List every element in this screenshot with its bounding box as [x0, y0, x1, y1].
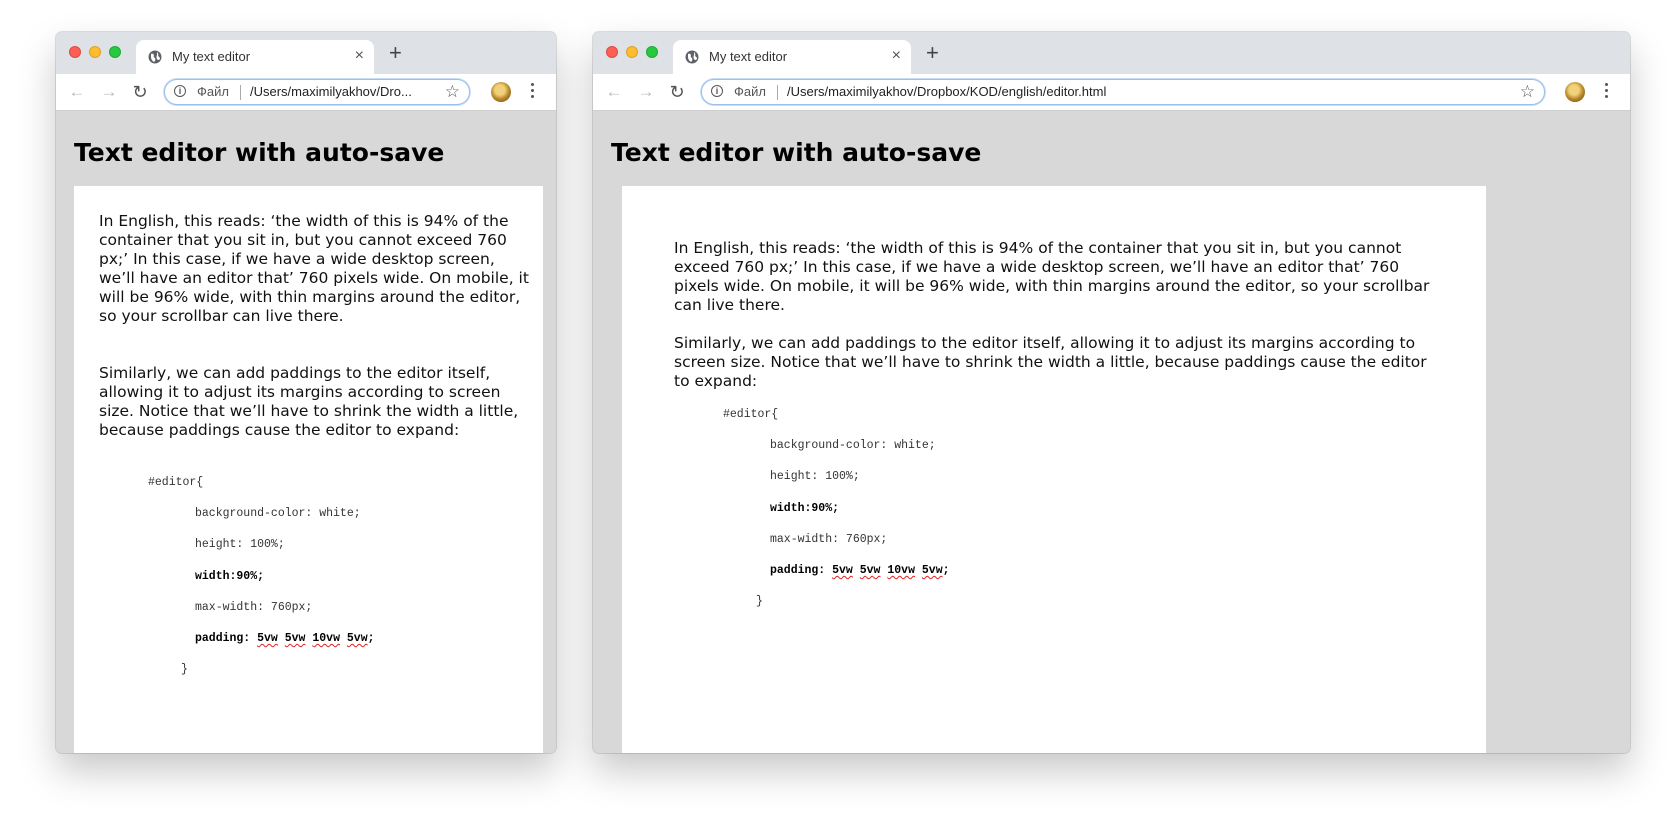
back-arrow-icon[interactable]: ← [605, 82, 623, 101]
code-background-color: background-color: white; [195, 507, 361, 520]
code-max-width: max-width: 760px; [195, 601, 313, 614]
editor[interactable] [622, 186, 1486, 753]
more-menu-icon[interactable] [1603, 83, 1609, 101]
reload-icon[interactable]: ↻ [669, 82, 685, 102]
tab-strip [56, 32, 556, 74]
code-background-color: background-color: white; [770, 439, 936, 452]
close-tab-icon[interactable]: × [354, 47, 364, 64]
page-viewport [593, 111, 1630, 753]
code-selector: #editor{ [723, 408, 779, 421]
globe-icon [685, 50, 699, 64]
code-padding-value: 5vw [921, 564, 943, 577]
page-viewport [56, 111, 556, 753]
close-tab-icon[interactable]: × [891, 47, 901, 64]
code-padding-value: 5vw [257, 632, 278, 645]
close-window-button[interactable] [69, 46, 81, 58]
code-block [723, 408, 950, 608]
code-padding-property: padding: [195, 632, 258, 645]
file-scheme-label: Файл [734, 84, 766, 99]
code-close-brace: } [756, 595, 763, 608]
address-bar[interactable] [701, 79, 1545, 105]
profile-avatar[interactable] [491, 82, 511, 102]
browser-window-wide [593, 32, 1630, 753]
url-text[interactable]: /Users/maximilyakhov/Dropbox/KOD/english/editor.html [787, 84, 1107, 99]
code-semicolon: ; [942, 564, 950, 577]
new-tab-button[interactable]: + [926, 40, 939, 65]
code-padding-value: 5vw [832, 564, 853, 577]
minimize-window-button[interactable] [626, 46, 638, 58]
browser-toolbar [593, 74, 1630, 111]
zoom-window-button[interactable] [646, 46, 658, 58]
new-tab-button[interactable]: + [389, 40, 402, 65]
code-width: width:90%; [195, 570, 265, 583]
code-height: height: 100%; [195, 538, 285, 551]
tab-strip [593, 32, 1630, 74]
info-icon[interactable]: i [711, 85, 723, 97]
address-divider [777, 85, 778, 100]
code-block [148, 476, 375, 676]
page-title: Text editor with auto-save [611, 138, 982, 167]
code-padding-value: 10vw [312, 632, 340, 645]
back-arrow-icon[interactable]: ← [68, 82, 86, 101]
tab-my-text-editor[interactable] [136, 40, 374, 74]
forward-arrow-icon[interactable]: → [100, 82, 118, 101]
code-padding-value: 5vw [284, 632, 306, 645]
code-selector: #editor{ [148, 476, 204, 489]
browser-window-narrow [56, 32, 556, 753]
address-divider [240, 85, 241, 100]
code-padding-property: padding: [770, 564, 833, 577]
bookmark-star-icon[interactable]: ☆ [1519, 82, 1535, 101]
code-padding-value: 10vw [887, 564, 915, 577]
zoom-window-button[interactable] [109, 46, 121, 58]
code-max-width: max-width: 760px; [770, 533, 888, 546]
close-window-button[interactable] [606, 46, 618, 58]
code-semicolon: ; [367, 632, 375, 645]
info-icon[interactable]: i [174, 85, 186, 97]
page-title: Text editor with auto-save [74, 138, 445, 167]
code-padding [195, 632, 375, 645]
more-menu-icon[interactable] [529, 83, 535, 101]
browser-toolbar [56, 74, 556, 111]
tab-title: My text editor [709, 49, 788, 64]
code-height: height: 100%; [770, 470, 860, 483]
address-bar[interactable] [164, 79, 470, 105]
code-close-brace: } [181, 663, 188, 676]
editor-paragraph-1: In English, this reads: ‘the width of this is 94% of the container that you sit in, but you cannot exceed 760 px;’ In this case, if we have a wide desktop screen, we’ll have an editor that’ 760 pixels wide. On mobile, it will be 96% wide, with thin margins around the editor, so your scrollbar can live there. [99, 212, 529, 325]
editor[interactable] [74, 186, 543, 753]
file-scheme-label: Файл [197, 84, 229, 99]
code-width: width:90%; [770, 502, 840, 515]
minimize-window-button[interactable] [89, 46, 101, 58]
code-padding [770, 564, 950, 577]
editor-paragraph-2: Similarly, we can add paddings to the editor itself, allowing it to adjust its margins according to screen size. Notice that we’ll have to shrink the width a little, because paddings cause the editor to expand: [674, 334, 1427, 390]
tab-my-text-editor[interactable] [673, 40, 911, 74]
editor-paragraph-1: In English, this reads: ‘the width of this is 94% of the container that you sit in, but you cannot exceed 760 px;’ In this case, if we have a wide desktop screen, we’ll have an editor that’ 760 pixels wide. On mobile, it will be 96% wide, with thin margins around the editor, so your scrollbar can live there. [674, 239, 1430, 314]
editor-paragraph-2: Similarly, we can add paddings to the editor itself, allowing it to adjust its margins according to screen size. Notice that we’ll have to shrink the width a little, because paddings cause the editor to expand: [99, 364, 519, 439]
globe-icon [148, 50, 162, 64]
bookmark-star-icon[interactable]: ☆ [444, 82, 460, 101]
code-padding-value: 5vw [859, 564, 881, 577]
tab-title: My text editor [172, 49, 251, 64]
code-padding-value: 5vw [346, 632, 368, 645]
url-text[interactable]: /Users/maximilyakhov/Dro... [250, 84, 412, 99]
reload-icon[interactable]: ↻ [132, 82, 148, 102]
profile-avatar[interactable] [1565, 82, 1585, 102]
forward-arrow-icon[interactable]: → [637, 82, 655, 101]
